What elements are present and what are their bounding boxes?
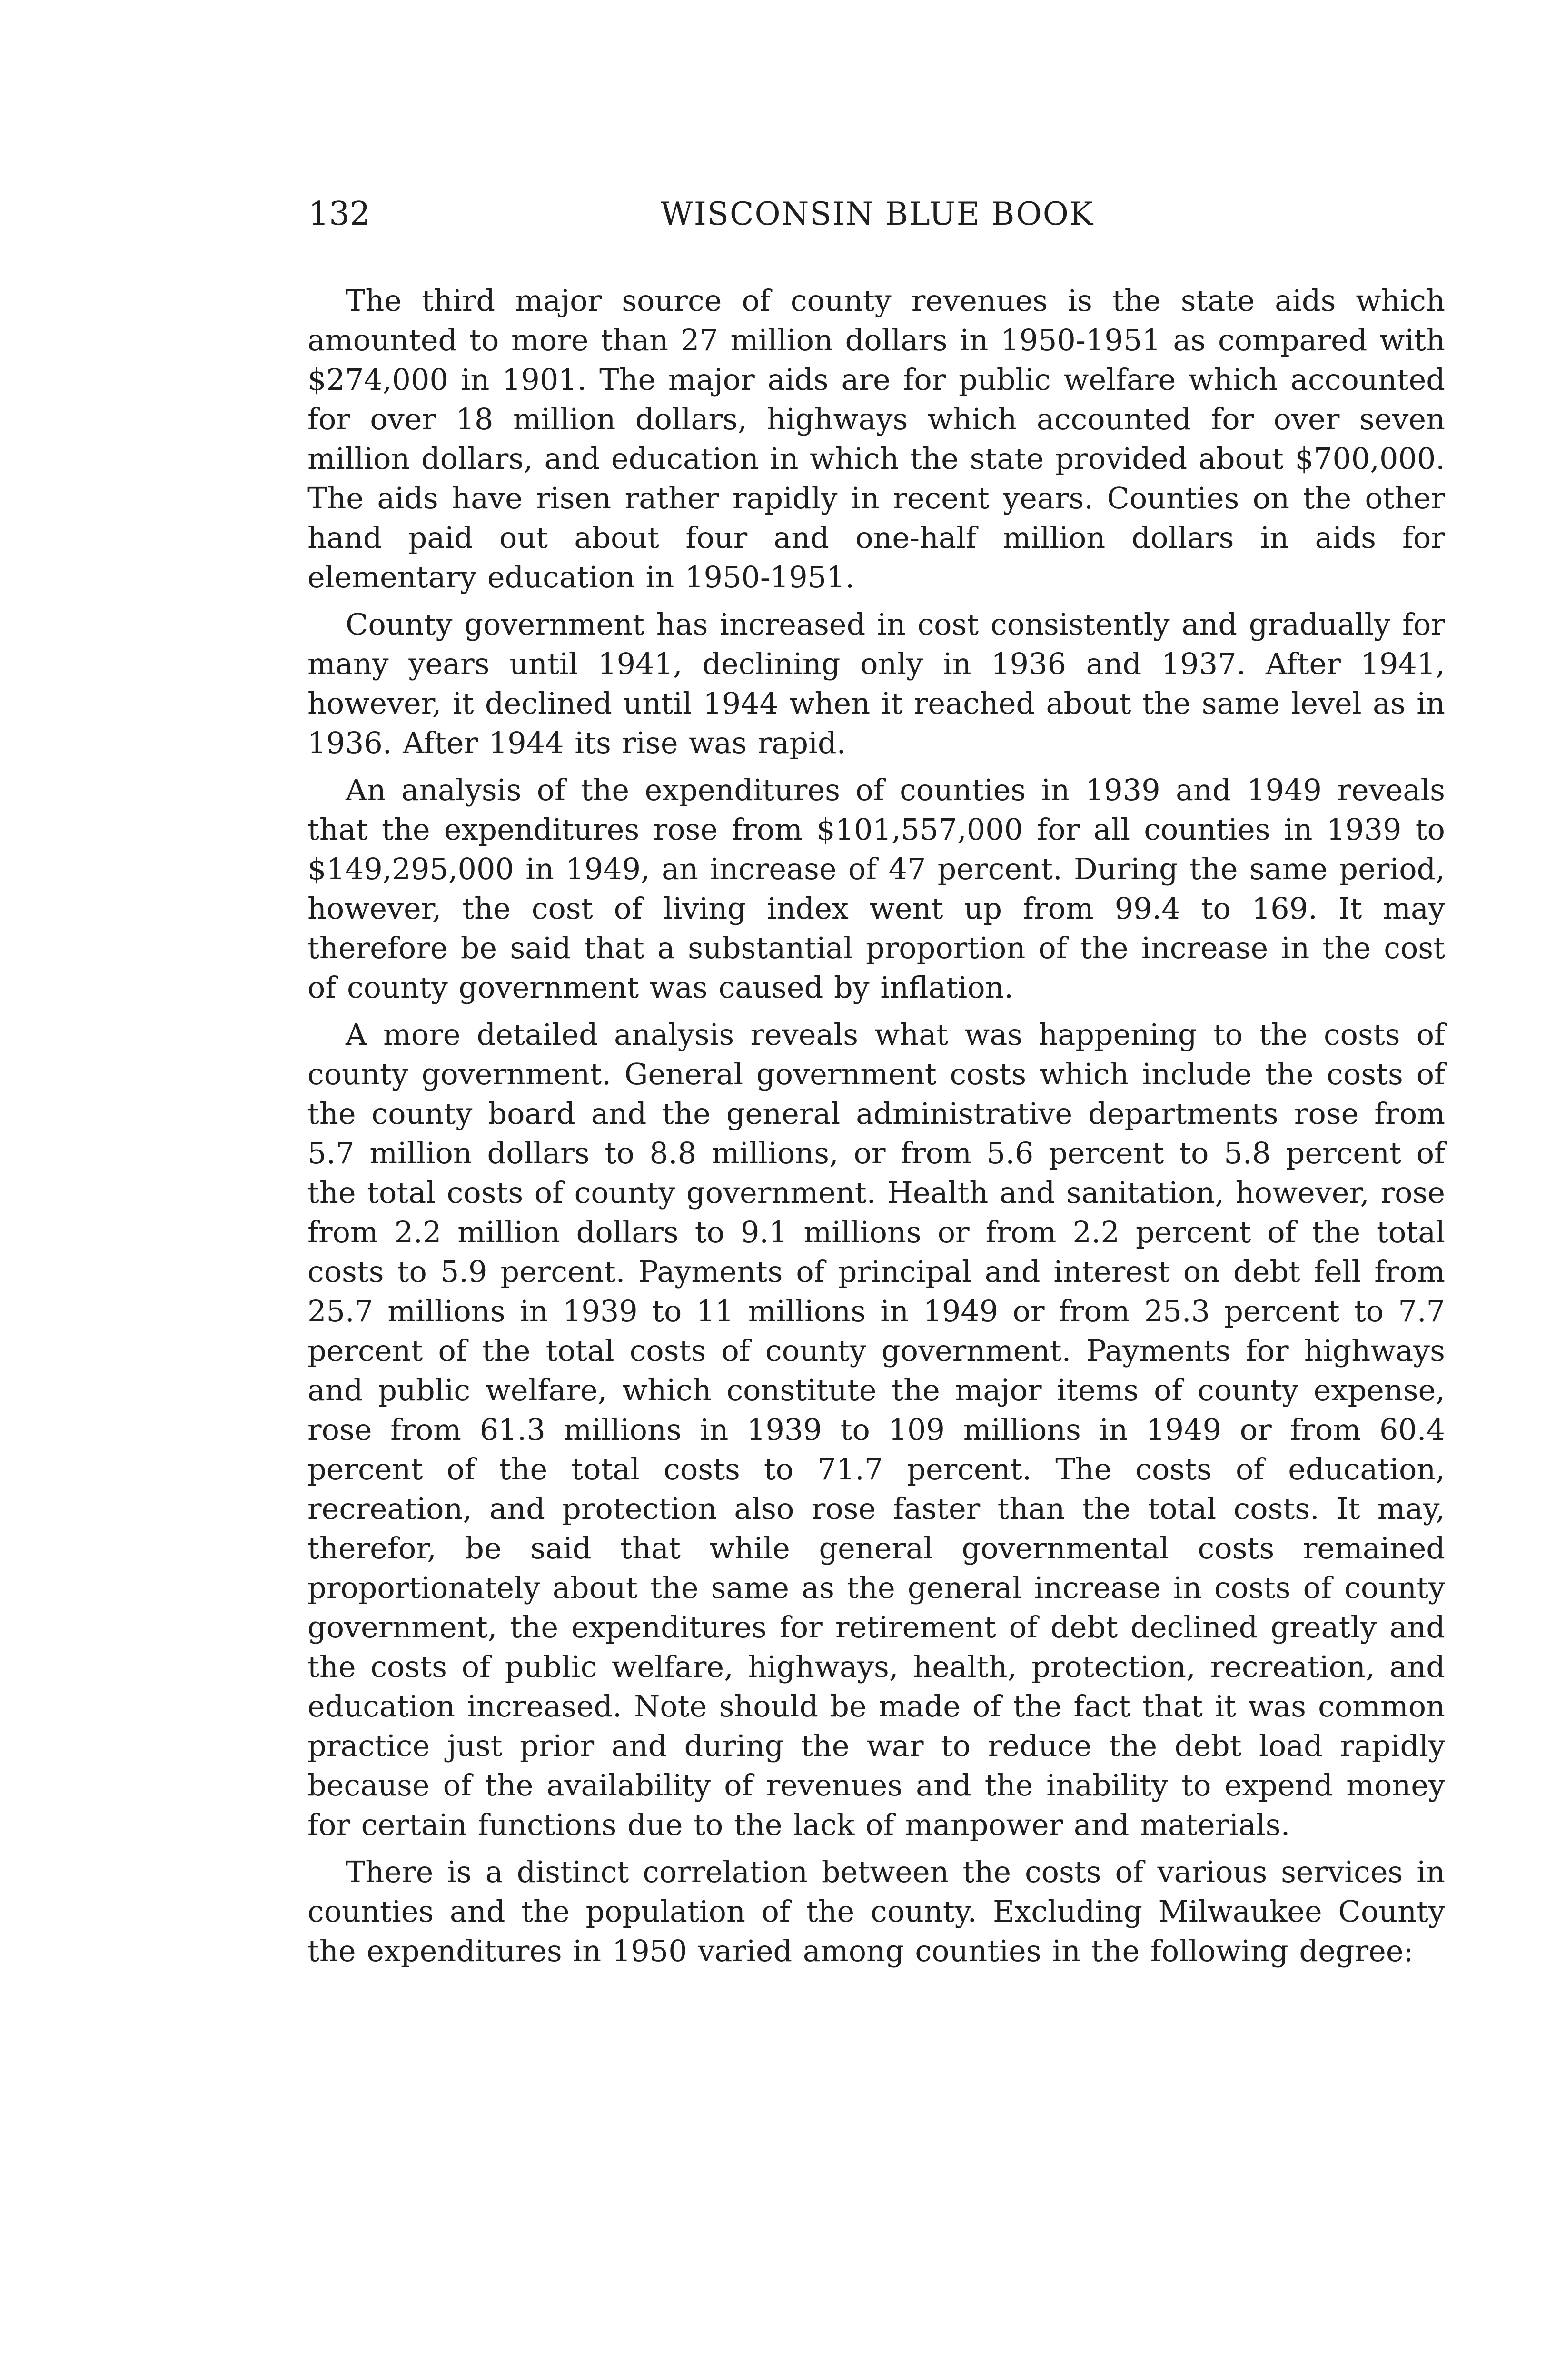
- body-text: [307, 281, 1445, 1978]
- paragraph-population-correlation: There is a distinct correlation between the costs of various services in counties and the population of the county. Excluding Milwaukee County the expenditures in 1950 varied among counties in the following degree:: [307, 1854, 1445, 1968]
- page-number: 132: [308, 195, 370, 233]
- paragraph-expenditure-analysis: An analysis of the expenditures of counties in 1939 and 1949 reveals that the expenditures rose from $101,557,000 for all counties in 1939 to $149,295,000 in 1949, an increase of 47 percent. During the same period, however, the cost of living index went up from 99.4 to 169. It may therefore be said that a substantial proportion of the increase in the cost of county government was caused by inflation.: [307, 773, 1445, 1005]
- paragraph-detailed-analysis: A more detailed analysis reveals what was happening to the costs of county government. General government costs which include the costs of the county board and the general administrative departments rose from 5.7 million dollars to 8.8 millions, or from 5.6 percent to 5.8 percent of the total costs of county government. Health and sanitation, however, rose from 2.2 million dollars to 9.1 millions or from 2.2 percent of the total costs to 5.9 percent. Payments of principal and interest on debt fell from 25.7 millions in 1939 to 11 millions in 1949 or from 25.3 percent to 7.7 percent of the total costs of county government. Payments for highways and public welfare, which constitute the major items of county expense, rose from 61.3 millions in 1939 to 109 millions in 1949 or from 60.4 percent of the total costs to 71.7 percent. The costs of education, recreation, and protection also rose faster than the total costs. It may, therefor, be said that while general governmental costs remained proportionately about the same as the general increase in costs of county government, the expenditures for retirement of debt declined greatly and the costs of public welfare, highways, health, protection, recreation, and education increased. Note should be made of the fact that it was common practice just prior and during the war to reduce the debt load rapidly because of the availability of revenues and the inability to expend money for certain functions due to the lack of manpower and materials.: [307, 1017, 1445, 1842]
- paragraph-state-aids: The third major source of county revenues is the state aids which amounted to more than 27 million dollars in 1950-1951 as compared with $274,000 in 1901. The major aids are for public welfare which accounted for over 18 million dollars, highways which accounted for over seven million dollars, and education in which the state provided about $700,000. The aids have risen rather rapidly in recent years. Counties on the other hand paid out about four and one-half million dollars in aids for elementary education in 1950-1951.: [307, 283, 1445, 595]
- running-head: [308, 190, 1446, 248]
- book-title: WISCONSIN BLUE BOOK: [660, 196, 1094, 232]
- paragraph-cost-trend: County government has increased in cost consistently and gradually for many years until 1941, declining only in 1936 and 1937. After 1941, however, it declined until 1944 when it reached about the same level as in 1936. After 1944 its rise was rapid.: [307, 607, 1445, 760]
